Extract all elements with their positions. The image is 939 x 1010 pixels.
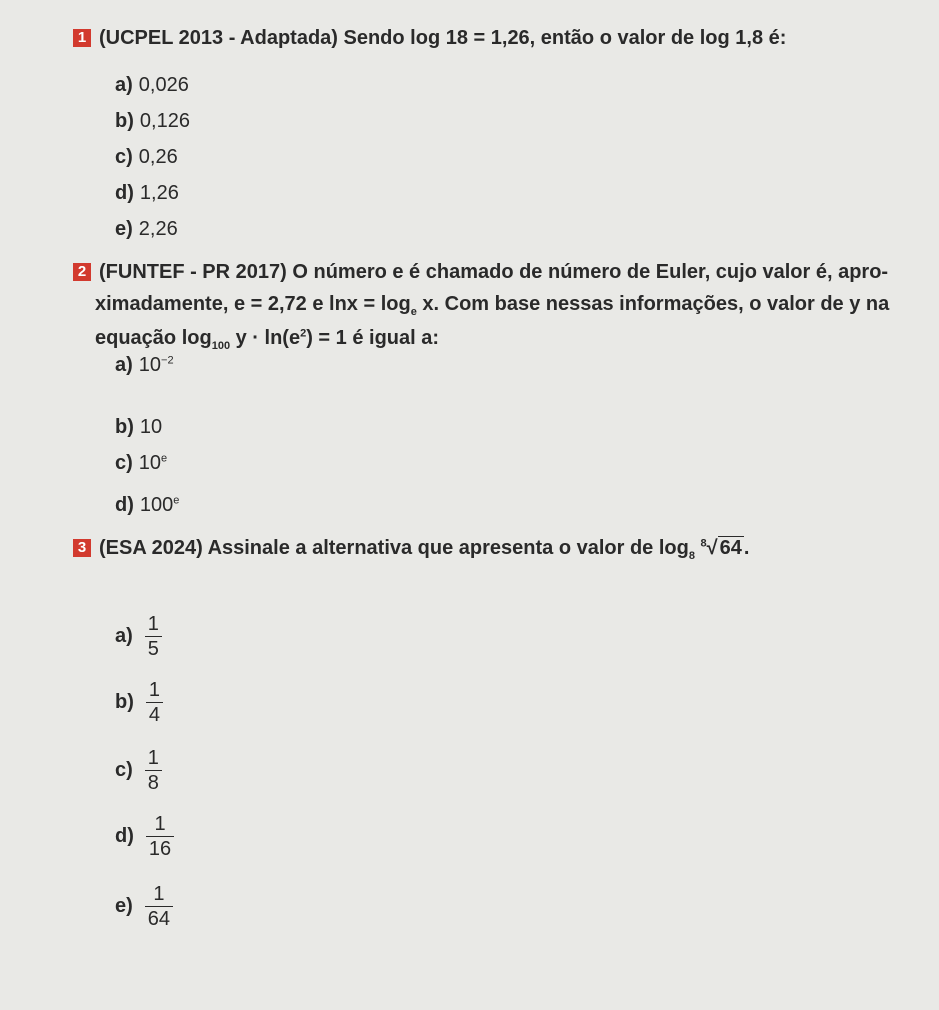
question-2-line-3c: ) = 1 é igual a:: [306, 326, 440, 349]
option-label: c): [115, 452, 133, 474]
question-3-period: .: [743, 537, 750, 559]
exponent-2: 2: [300, 326, 307, 339]
option-label: e): [115, 895, 133, 917]
question-2-line-2b: x. Com base nessas informações, o valor de y na: [416, 293, 890, 315]
option-item: [115, 612, 162, 661]
fraction-numerator: 1: [148, 679, 161, 701]
option-item: [115, 678, 163, 727]
question-2-line-1: (FUNTEF - PR 2017) O número e é chamado de número de Euler, cujo valor é, apro-: [99, 261, 889, 283]
option-label: d): [115, 825, 134, 847]
option-item: [115, 746, 162, 795]
question-3-text: (ESA 2024) Assinale a alternativa que apresenta o valor de log: [99, 537, 689, 559]
option-label: a): [115, 354, 133, 376]
question-3: [77, 532, 929, 566]
fraction-denominator: 16: [146, 836, 174, 861]
option-item: [115, 882, 173, 931]
option-exponent: e: [173, 494, 180, 507]
option-item: [115, 494, 179, 517]
option-item: [115, 416, 162, 439]
question-1: [77, 22, 929, 54]
option-exponent: −2: [161, 354, 174, 367]
fraction-denominator: 4: [146, 702, 163, 727]
log-base-100: 100: [211, 339, 231, 352]
fraction: [145, 746, 162, 795]
log-base-e: e: [410, 306, 417, 318]
option-base: 10: [138, 354, 162, 376]
fraction-numerator: 1: [154, 813, 166, 835]
question-number-badge: 2: [73, 263, 91, 281]
question-number-badge: 3: [73, 539, 91, 557]
question-2-line-2a: ximadamente, e = 2,72 e lnx = log: [95, 293, 411, 315]
fraction: [145, 882, 173, 931]
option-label: d): [115, 182, 134, 204]
option-label: b): [115, 416, 134, 438]
option-label: b): [115, 110, 134, 132]
option-base: 100: [139, 494, 174, 516]
root-index: 8: [700, 537, 707, 550]
question-1-text: (UCPEL 2013 - Adaptada) Sendo log 18 = 1,26, então o valor de log 1,8 é:: [99, 27, 787, 49]
fraction-numerator: 1: [147, 747, 159, 769]
fraction-denominator: 8: [145, 770, 162, 795]
option-label: b): [115, 691, 134, 713]
option-text: 0,26: [138, 146, 178, 168]
question-2-line-3b: y · ln(e: [230, 326, 301, 349]
fraction-numerator: 1: [147, 613, 159, 635]
option-item: [115, 812, 174, 861]
option-text: 1,26: [139, 182, 179, 204]
option-exponent: e: [161, 452, 168, 465]
option-label: a): [115, 74, 133, 96]
option-item: [115, 218, 178, 241]
option-label: c): [115, 759, 133, 781]
fraction: [146, 812, 174, 861]
option-item: [115, 110, 190, 133]
option-text: 0,026: [138, 74, 189, 96]
option-item: [115, 182, 179, 205]
question-2-line-3a: equação log: [95, 326, 212, 349]
fraction: [145, 612, 162, 661]
option-text: 2,26: [138, 218, 178, 240]
option-label: e): [115, 218, 133, 240]
option-label: c): [115, 146, 133, 168]
option-item: [115, 452, 167, 475]
radical-icon: √: [706, 537, 718, 559]
option-text: 0,126: [139, 110, 190, 132]
option-item: [115, 354, 174, 377]
option-item: [115, 74, 189, 97]
radicand: 64: [719, 537, 742, 559]
option-base: 10: [139, 416, 163, 438]
fraction-denominator: 64: [145, 906, 173, 931]
option-base: 10: [138, 452, 162, 474]
option-item: [115, 146, 178, 169]
log-base-8: 8: [688, 550, 695, 562]
fraction-numerator: 1: [153, 883, 165, 905]
question-number-badge: 1: [73, 29, 91, 47]
fraction: [146, 678, 163, 727]
option-label: a): [115, 625, 133, 647]
fraction-denominator: 5: [145, 636, 162, 661]
question-2: [77, 256, 929, 355]
option-label: d): [115, 494, 134, 516]
